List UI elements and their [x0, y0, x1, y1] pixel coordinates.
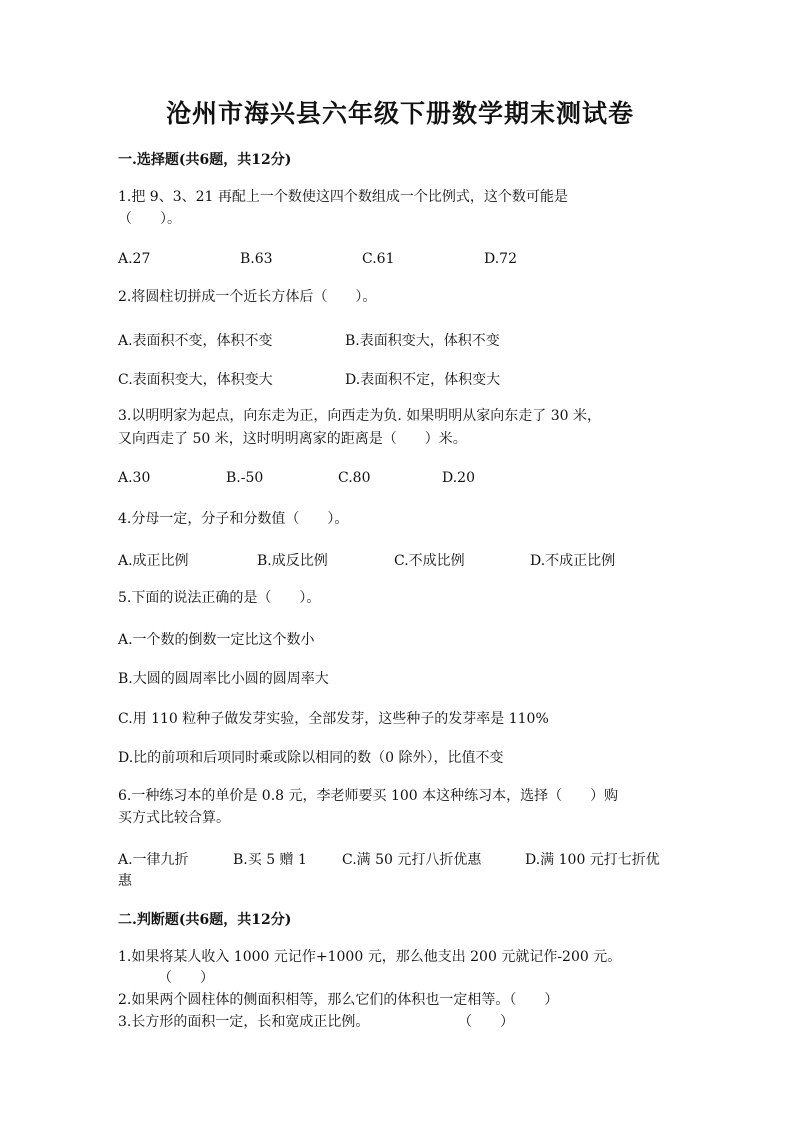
q4-option-c: C.不成比例	[394, 553, 465, 569]
q6-option-d-wrap: 惠	[118, 873, 132, 889]
question-1-text: 1.把 9、3、21 再配上一个数使这四个数组成一个比例式，这个数可能是	[118, 189, 568, 205]
q5-option-d: D.比的前项和后项同时乘或除以相同的数（0 除外），比值不变	[118, 750, 504, 766]
q2-option-b: B.表面积变大，体积不变	[345, 333, 500, 349]
question-5-text: 5.下面的说法正确的是（ ）。	[118, 590, 321, 606]
question-4-text: 4.分母一定，分子和分数值（ ）。	[118, 511, 349, 527]
q1-option-d: D.72	[484, 251, 517, 267]
q6-option-a: A.一律九折	[118, 852, 189, 868]
section-heading-judgement: 二.判断题(共6题，共12分)	[118, 912, 292, 928]
q6-option-b: B.买 5 赠 1	[233, 852, 307, 868]
question-3-text-cont: 又向西走了 50 米，这时明明离家的距离是（ ）米。	[118, 431, 467, 447]
q3-option-c: C.80	[338, 470, 371, 486]
question-2-text: 2.将圆柱切拼成一个近长方体后（ ）。	[118, 289, 377, 305]
q5-option-a: A.一个数的倒数一定比这个数小	[118, 632, 315, 648]
q2-option-c: C.表面积变大，体积变大	[118, 372, 273, 388]
judgement-3-answer-paren: （ ）	[458, 1014, 514, 1030]
q5-option-b: B.大圆的圆周率比小圆的圆周率大	[118, 671, 329, 687]
q2-option-a: A.表面积不变，体积不变	[118, 333, 273, 349]
q1-option-b: B.63	[240, 251, 273, 267]
q1-option-c: C.61	[362, 251, 395, 267]
q6-option-c: C.满 50 元打八折优惠	[342, 852, 482, 868]
judgement-3-text: 3.长方形的面积一定，长和宽成正比例。	[118, 1014, 370, 1030]
q4-option-a: A.成正比例	[118, 553, 189, 569]
q5-option-c: C.用 110 粒种子做发芽实验，全部发芽，这些种子的发芽率是 110%	[118, 711, 549, 727]
q3-option-d: D.20	[442, 470, 475, 486]
q3-option-b: B.-50	[226, 470, 264, 486]
judgement-1-text: 1.如果将某人收入 1000 元记作+1000 元，那么他支出 200 元就记作-200 元。	[118, 949, 622, 965]
q4-option-d: D.不成正比例	[530, 553, 616, 569]
judgement-2-text: 2.如果两个圆柱体的侧面积相等，那么它们的体积也一定相等。（ ）	[118, 992, 559, 1008]
judgement-1-answer-paren: （ ）	[158, 970, 214, 986]
question-3-text: 3.以明明家为起点，向东走为正，向西走为负. 如果明明从家向东走了 30 米，	[118, 408, 601, 424]
q2-option-d: D.表面积不定，体积变大	[345, 372, 501, 388]
q1-option-a: A.27	[118, 251, 151, 267]
page-title: 沧州市海兴县六年级下册数学期末测试卷	[165, 99, 634, 128]
section-heading-choice: 一.选择题(共6题，共12分)	[118, 152, 292, 168]
q3-option-a: A.30	[118, 470, 151, 486]
question-1-text-cont: （ ）。	[118, 211, 181, 227]
q6-option-d: D.满 100 元打七折优	[525, 852, 660, 868]
question-6-text: 6.一种练习本的单价是 0.8 元，李老师要买 100 本这种练习本，选择（ ）购	[118, 788, 619, 804]
q4-option-b: B.成反比例	[257, 553, 328, 569]
question-6-text-cont: 买方式比较合算。	[118, 810, 230, 826]
